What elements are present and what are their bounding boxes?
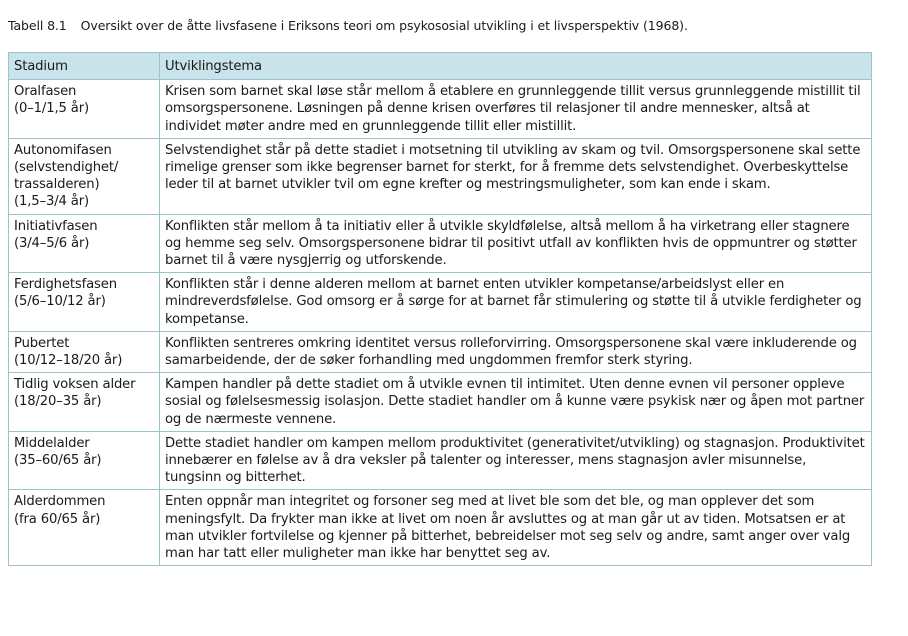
- header-utviklingstema: Utviklingstema: [160, 53, 872, 80]
- theme-cell: Krisen som barnet skal løse står mellom å etablere en grunnleggende tillit versus grunnleggende mistillit til omsorgspersonene. Løsningen på denne krisen overføres til relasjoner til andre mennesker, altså at individet møter andre med en grunnleggende tillit eller mistillit.: [160, 80, 872, 139]
- table-row: [9, 431, 872, 490]
- stage-age: (35–60/65 år): [14, 453, 102, 469]
- theme-cell: Selvstendighet står på dette stadiet i motsetning til utvikling av skam og tvil. Omsorgspersonene skal sette rimelige grenser som ikke begrenser barnet for sterkt, for å fremme dets selvstendighet. Overbeskyttelse leder til at barnet utvikler tvil om egne krefter og mestringsmuligheter, som kan ende i skam.: [160, 138, 872, 214]
- stage-cell: [9, 80, 160, 139]
- table-row: [9, 80, 872, 139]
- table-title: Oversikt over de åtte livsfasene i Eriksons teori om psykososial utvikling i et livsperspektiv (1968).: [80, 18, 688, 33]
- stage-name: Pubertet: [14, 335, 70, 351]
- theme-cell: Dette stadiet handler om kampen mellom produktivitet (generativitet/utvikling) og stagnasjon. Produktivitet innebærer en følelse av å dra veksler på talenter og interesser, mens stagnasjon avler misunnelse, tungsinn og bitterhet.: [160, 431, 872, 490]
- stage-name: Alderdommen: [14, 494, 106, 510]
- stage-cell: [9, 138, 160, 214]
- table-row: [9, 331, 872, 372]
- stage-age: (fra 60/65 år): [14, 511, 101, 527]
- stage-cell: [9, 214, 160, 273]
- table-row: [9, 138, 872, 214]
- theme-cell: Konflikten sentreres omkring identitet versus rolleforvirring. Omsorgspersonene skal være inkluderende og samarbeidende, der de søker forhandling med ungdommen fremfor sterk styring.: [160, 331, 872, 372]
- erikson-stages-table: [8, 52, 872, 566]
- stage-age: (0–1/1,5 år): [14, 101, 89, 117]
- stage-name: Tidlig voksen alder: [14, 377, 136, 393]
- stage-age: (1,5–3/4 år): [14, 194, 89, 210]
- stage-cell: [9, 273, 160, 332]
- stage-name: Oralfasen: [14, 84, 77, 100]
- stage-age: (18/20–35 år): [14, 394, 102, 410]
- table-caption: [8, 18, 688, 33]
- theme-cell: Enten oppnår man integritet og forsoner seg med at livet ble som det ble, og man opplever det som meningsfylt. Da frykter man ikke at livet om noen år avsluttes og at man går ut av tiden. Motsatsen er at man utvikler fortvilelse og kjenner på bitterhet, bebreidelser mot seg selv og andre, samt anger over valg man har tatt eller muligheter man ikke har benyttet seg av.: [160, 490, 872, 566]
- stage-cell: [9, 490, 160, 566]
- stage-cell: [9, 431, 160, 490]
- table-row: [9, 490, 872, 566]
- stage-cell: [9, 331, 160, 372]
- stage-age: (10/12–18/20 år): [14, 353, 123, 369]
- table-row: [9, 373, 872, 432]
- stage-name: Initiativfasen: [14, 218, 98, 234]
- table-number: Tabell 8.1: [8, 18, 67, 33]
- stage-name: Ferdighetsfasen: [14, 277, 117, 293]
- theme-cell: Kampen handler på dette stadiet om å utvikle evnen til intimitet. Uten denne evnen vil personer oppleve sosial og følelsesmessig isolasjon. Dette stadiet handler om å kunne være psykisk nær og åpen mot partner og de nærmeste vennene.: [160, 373, 872, 432]
- theme-cell: Konflikten står mellom å ta initiativ eller å utvikle skyldfølelse, altså mellom å ha virketrang eller stagnere og hemme seg selv. Omsorgspersonene bidrar til positivt utfall av konflikten hvis de oppmuntrer og støtter barnet til å være nysgjerrig og utforskende.: [160, 214, 872, 273]
- stage-cell: [9, 373, 160, 432]
- header-stadium: Stadium: [9, 53, 160, 80]
- theme-cell: Konflikten står i denne alderen mellom at barnet enten utvikler kompetanse/arbeidslyst eller en mindreverdsfølelse. God omsorg er å sørge for at barnet får stimulering og støtte til å utvikle ferdigheter og kompetanse.: [160, 273, 872, 332]
- table-row: [9, 214, 872, 273]
- stage-age: (5/6–10/12 år): [14, 294, 106, 310]
- stage-name: Autonomifasen (selvstendighet/ trassalderen): [14, 142, 119, 193]
- stage-age: (3/4–5/6 år): [14, 235, 90, 251]
- table-header-row: [9, 53, 872, 80]
- table-row: [9, 273, 872, 332]
- stage-name: Middelalder: [14, 435, 90, 451]
